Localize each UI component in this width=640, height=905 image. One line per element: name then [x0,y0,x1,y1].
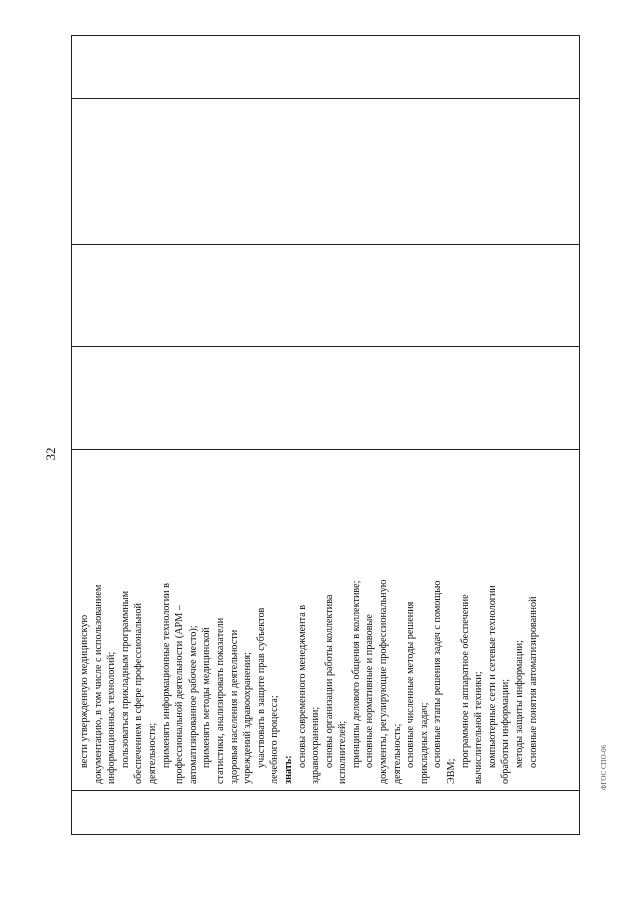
text-line: профессиональной деятельности (АРМ – [174,605,186,784]
text-line: пользоваться прикладным программным [119,590,131,768]
text-line: компьютерные сети и сетевые технологии [486,585,498,768]
text-line: основные численные методы решения [405,601,417,768]
text-line: обработки информации; [500,678,512,784]
text-line: вести утвержденную медицинскую [79,614,90,768]
text-line: исполнителей; [337,720,349,784]
text-line: основы организации работы коллектива [323,594,335,768]
text-line: здравоохранении; [310,706,322,784]
classroom-hours-cell [72,245,580,347]
text-line: вычислительной техники; [473,671,485,784]
text-line: методы защиты информации; [514,640,525,768]
text-line: информационных технологий; [106,651,118,784]
text-line: документы, регулирующие профессиональную [378,579,390,784]
text-line: документацию, в том числе с использованием [92,584,104,784]
discipline-cell [72,99,580,245]
text-line: знать: [282,755,294,784]
text-line: здоровья населения и деятельности [228,629,240,784]
text-line: программное и аппаратное обеспечение [459,594,471,768]
text-line: основы современного менеджмента в [296,604,308,768]
text-line: деятельность; [391,723,403,784]
text-line: обеспечением в сфере профессиональной [133,603,145,784]
text-line: применять методы медицинской [201,627,213,768]
footer-code: ФГОС СПО-06 [600,744,608,790]
page-number: 32 [43,447,58,461]
text-line: лечебного процесса; [269,695,281,784]
text-line: ЭВМ; [446,758,458,784]
text-line: принципы делового общения в коллективе; [350,580,362,768]
text-line: основные этапы решения задач с помощью [432,580,444,768]
text-line: участвовать в защите прав субъектов [255,607,267,768]
competency-cell [72,36,580,99]
text-line: автоматизированное рабочее место); [187,625,199,784]
text-line: статистики, анализировать показатели [214,617,226,784]
text-line: учреждений здравоохранения; [242,652,254,784]
text-line: основные нормативные и правовые [364,614,376,768]
text-line: прикладных задач; [418,702,430,784]
index-cell [72,791,580,835]
hours-cell [72,347,580,450]
content-cell [72,450,580,791]
curriculum-table [71,42,580,835]
text-line: основные понятия автоматизированной [527,596,539,768]
skills-text [72,450,540,790]
text-line: применять информационные технологии в [160,583,172,768]
text-line: деятельности; [146,722,158,784]
